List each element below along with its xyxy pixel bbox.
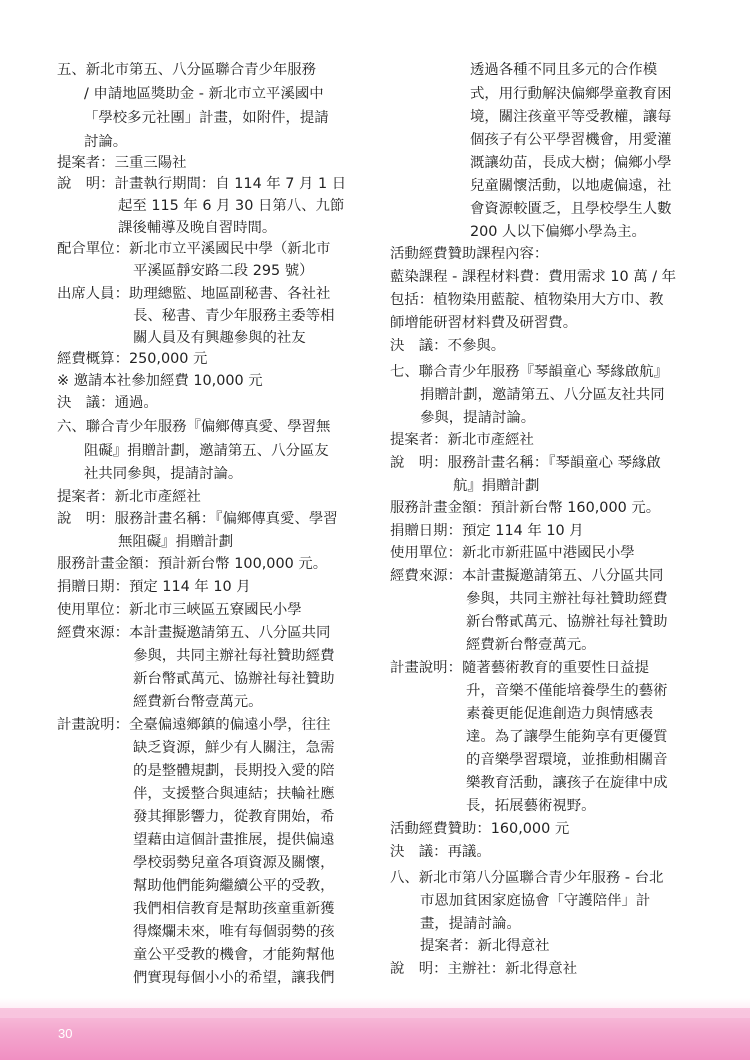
text-line: 發其揮影響力，從教育開始，希 <box>133 809 335 825</box>
text-line: 的是整體規劃，長期投入愛的陪 <box>133 763 335 779</box>
text-line: 活動經費贊助：160,000 元 <box>390 821 570 837</box>
text-line: 提案者：新北市產經社 <box>57 489 201 505</box>
text-line: 提案者：三重三陽社 <box>57 155 187 171</box>
text-line: 包括：植物染用藍靛、植物染用大方巾、教 <box>390 292 664 308</box>
text-line: 計畫說明：全臺偏遠鄉鎮的偏遠小學，往往 <box>57 717 331 733</box>
text-line: 七、聯合青少年服務『琴韻童心 琴緣啟航』 <box>390 364 668 380</box>
text-line: 阻礙』捐贈計劃，邀請第五、八分區友 <box>84 443 329 459</box>
text-line: 提案者：新北市產經社 <box>390 432 534 448</box>
text-line: 決 議：不參與。 <box>390 338 506 354</box>
text-line: 素養更能促進創造力與情感表 <box>466 706 654 722</box>
text-line: 新台幣貳萬元、協辦社每社贊助 <box>466 614 668 630</box>
text-line: 說 明：主辦社：新北得意社 <box>390 961 578 977</box>
text-line: 無阻礙』捐贈計劃 <box>118 534 234 550</box>
text-line: 捐贈計劃，邀請第五、八分區友社共同 <box>420 387 665 403</box>
page-number: 30 <box>58 1026 73 1041</box>
text-line: 經費概算：250,000 元 <box>57 351 208 367</box>
text-line: 透過各種不同且多元的合作模 <box>470 62 658 78</box>
text-line: 會資源較匱乏，且學校學生人數 <box>470 201 672 217</box>
text-line: 式，用行動解決偏鄉學童教育困 <box>470 86 672 102</box>
text-line: 捐贈日期：預定 114 年 10 月 <box>390 523 584 539</box>
text-line: 我們相信教育是幫助孩童重新獲 <box>133 901 335 917</box>
text-line: 平溪區靜安路二段 295 號） <box>133 263 314 279</box>
text-line: 市恩加貧困家庭協會「守護陪伴」計 <box>420 893 651 909</box>
text-line: 幫助他們能夠繼續公平的受教， <box>133 878 335 894</box>
text-line: 五、新北市第五、八分區聯合青少年服務 <box>57 62 317 78</box>
text-line: 社共同參與，提請討論。 <box>84 466 243 482</box>
text-line: 望藉由這個計畫推展，提供偏遠 <box>133 832 335 848</box>
text-line: 活動經費贊助課程內容： <box>390 246 549 262</box>
text-line: 航』捐贈計劃 <box>453 478 540 494</box>
text-line: ※ 邀請本社參加經費 10,000 元 <box>57 373 263 389</box>
text-line: 使用單位：新北市新莊區中港國民小學 <box>390 545 635 561</box>
text-line: 得燦爛未來，唯有每個弱勢的孩 <box>133 924 335 940</box>
text-line: 學校弱勢兒童各項資源及關懷， <box>133 855 335 871</box>
text-line: 伴，支援整合與連結；扶輪社應 <box>133 786 335 802</box>
text-line: 200 人以下偏鄉小學為主。 <box>470 224 646 240</box>
text-line: 說 明：服務計畫名稱：『琴韻童心 琴緣啟 <box>390 455 661 471</box>
text-line: 長，拓展藝術視野。 <box>466 798 596 814</box>
text-line: 說 明：服務計畫名稱：『偏鄉傳真愛、學習 <box>57 511 338 527</box>
text-line: 計畫說明：隨著藝術教育的重要性日益提 <box>390 660 650 676</box>
text-line: 出席人員：助理總監、地區副秘書、各社社 <box>57 286 331 302</box>
text-line: 升，音樂不僅能培養學生的藝術 <box>466 683 668 699</box>
text-line: 參與，共同主辦社每社贊助經費 <box>466 591 668 607</box>
text-line: 們實現每個小小的希望，讓我們 <box>133 970 335 986</box>
text-line: 畫，提請討論。 <box>420 916 521 932</box>
text-line: 關人員及有興趣參與的社友 <box>133 330 306 346</box>
text-line: 童公平受教的機會，才能夠幫他 <box>133 947 335 963</box>
text-line: 達。為了讓學生能夠享有更優質 <box>466 729 668 745</box>
text-line: 參與，共同主辦社每社贊助經費 <box>133 648 335 664</box>
text-line: 新台幣貳萬元、協辦社每社贊助 <box>133 671 335 687</box>
text-line: / 申請地區獎助金 - 新北市立平溪國中 <box>84 86 324 102</box>
text-line: 決 議：再議。 <box>390 844 491 860</box>
text-line: 藍染課程 - 課程材料費：費用需求 10 萬 / 年 <box>390 269 677 285</box>
text-line: 服務計畫金額：預計新台幣 100,000 元。 <box>57 556 328 572</box>
text-line: 提案者：新北得意社 <box>420 938 550 954</box>
text-line: 經費來源：本計畫擬邀請第五、八分區共同 <box>57 625 331 641</box>
text-line: 樂教育活動，讓孩子在旋律中成 <box>466 775 668 791</box>
text-line: 兒童關懷活動，以地處偏遠，社 <box>470 178 672 194</box>
text-line: 課後輔導及晚自習時間。 <box>118 220 277 236</box>
text-line: 溉讓幼苗，長成大樹；偏鄉小學 <box>470 155 672 171</box>
text-line: 使用單位：新北市三峽區五寮國民小學 <box>57 602 302 618</box>
text-line: 經費新台幣壹萬元。 <box>133 694 263 710</box>
text-line: 八、新北市第八分區聯合青少年服務 - 台北 <box>390 870 664 886</box>
text-line: 經費來源：本計畫擬邀請第五、八分區共同 <box>390 568 664 584</box>
text-line: 經費新台幣壹萬元。 <box>466 637 596 653</box>
text-line: 個孩子有公平學習機會，用愛灌 <box>470 132 672 148</box>
text-line: 討論。 <box>84 134 128 150</box>
text-line: 師增能研習材料費及研習費。 <box>390 315 578 331</box>
text-line: 長、秘書、青少年服務主委等相 <box>133 308 335 324</box>
text-line: 決 議：通過。 <box>57 395 158 411</box>
text-line: 的音樂學習環境，並推動相關音 <box>466 752 668 768</box>
text-line: 缺乏資源，鮮少有人關注，急需 <box>133 740 335 756</box>
text-line: 「學校多元社團」計畫，如附件，提請 <box>84 110 329 126</box>
text-line: 服務計畫金額：預計新台幣 160,000 元。 <box>390 500 661 516</box>
text-line: 說 明：計畫執行期間：自 114 年 7 月 1 日 <box>57 176 347 192</box>
page-footer-band <box>0 1008 750 1060</box>
text-line: 起至 115 年 6 月 30 日第八、九節 <box>118 198 345 214</box>
text-line: 境，關注孩童平等受教權，讓每 <box>470 109 672 125</box>
text-line: 參與，提請討論。 <box>420 410 536 426</box>
text-line: 配合單位：新北市立平溪國民中學（新北市 <box>57 241 331 257</box>
text-line: 捐贈日期：預定 114 年 10 月 <box>57 579 251 595</box>
text-line: 六、聯合青少年服務『偏鄉傳真愛、學習無 <box>57 419 331 435</box>
